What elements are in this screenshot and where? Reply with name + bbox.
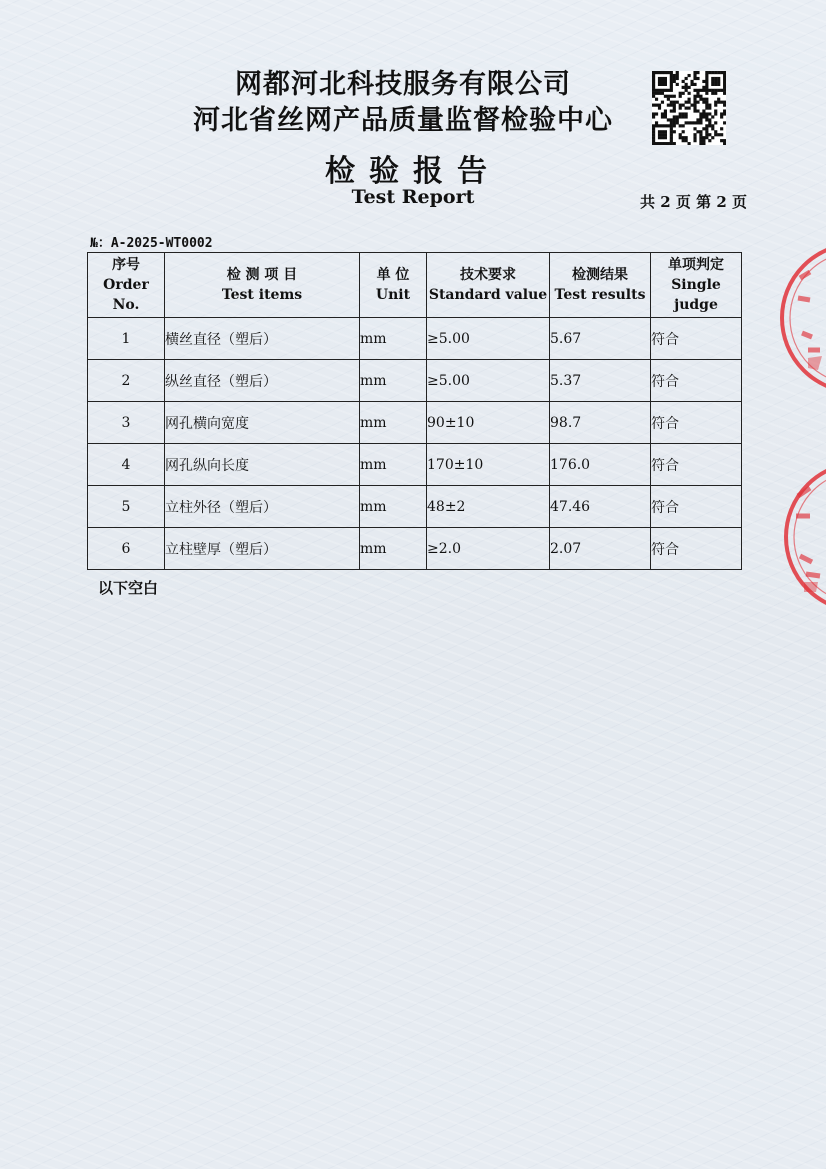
cell-order-no: 2 [88, 360, 165, 402]
red-seal-stamp-lower [782, 458, 826, 616]
table-row [88, 318, 742, 360]
cell-test-item: 网孔纵向长度 [165, 444, 360, 486]
cell-test-result: 47.46 [550, 486, 651, 528]
table-row [88, 528, 742, 570]
page-indicator: 共 2 页 第 2 页 [640, 193, 747, 211]
cell-test-item: 网孔横向宽度 [165, 402, 360, 444]
cell-order-no: 5 [88, 486, 165, 528]
blank-below-note: 以下空白 [98, 579, 159, 597]
cell-standard-value: ≥5.00 [427, 360, 550, 402]
cell-single-judge: 符合 [651, 528, 742, 570]
cell-single-judge: 符合 [651, 486, 742, 528]
cell-unit: mm [360, 486, 427, 528]
cell-test-item: 纵丝直径（塑后） [165, 360, 360, 402]
table-row [88, 444, 742, 486]
cell-unit: mm [360, 318, 427, 360]
cell-standard-value: 170±10 [427, 444, 550, 486]
cell-test-result: 2.07 [550, 528, 651, 570]
cell-single-judge: 符合 [651, 444, 742, 486]
cell-test-item: 立柱外径（塑后） [165, 486, 360, 528]
cell-single-judge: 符合 [651, 360, 742, 402]
report-number: №：A-2025-WT0002 [90, 236, 213, 251]
header-order-no: 序号 Order No. [88, 253, 165, 318]
cell-single-judge: 符合 [651, 318, 742, 360]
cell-order-no: 3 [88, 402, 165, 444]
table-header-row [88, 253, 742, 318]
header-standard-value: 技术要求 Standard value [427, 253, 550, 318]
table-row [88, 486, 742, 528]
cell-unit: mm [360, 444, 427, 486]
inspection-center-name: 河北省丝网产品质量监督检验中心 [193, 105, 613, 136]
cell-test-result: 176.0 [550, 444, 651, 486]
cell-standard-value: 48±2 [427, 486, 550, 528]
cell-standard-value: ≥5.00 [427, 318, 550, 360]
cell-test-result: 98.7 [550, 402, 651, 444]
cell-standard-value: 90±10 [427, 402, 550, 444]
test-results-table [87, 252, 742, 570]
cell-unit: mm [360, 402, 427, 444]
qr-code-icon [652, 71, 726, 145]
cell-test-result: 5.67 [550, 318, 651, 360]
cell-test-result: 5.37 [550, 360, 651, 402]
cell-unit: mm [360, 360, 427, 402]
cell-single-judge: 符合 [651, 402, 742, 444]
table-row [88, 402, 742, 444]
cell-order-no: 4 [88, 444, 165, 486]
header-single-judge: 单项判定 Single judge [651, 253, 742, 318]
cell-unit: mm [360, 528, 427, 570]
table-row [88, 360, 742, 402]
cell-test-item: 横丝直径（塑后） [165, 318, 360, 360]
report-title-chinese: 检验报告 [325, 154, 501, 189]
organization-name: 网都河北科技服务有限公司 [235, 69, 571, 100]
header-unit: 单 位 Unit [360, 253, 427, 318]
header-test-results: 检测结果 Test results [550, 253, 651, 318]
header-test-items: 检 测 项 目 Test items [165, 253, 360, 318]
red-seal-stamp-upper [778, 238, 826, 398]
cell-test-item: 立柱壁厚（塑后） [165, 528, 360, 570]
cell-order-no: 6 [88, 528, 165, 570]
cell-order-no: 1 [88, 318, 165, 360]
report-title-english: Test Report [351, 186, 475, 208]
cell-standard-value: ≥2.0 [427, 528, 550, 570]
